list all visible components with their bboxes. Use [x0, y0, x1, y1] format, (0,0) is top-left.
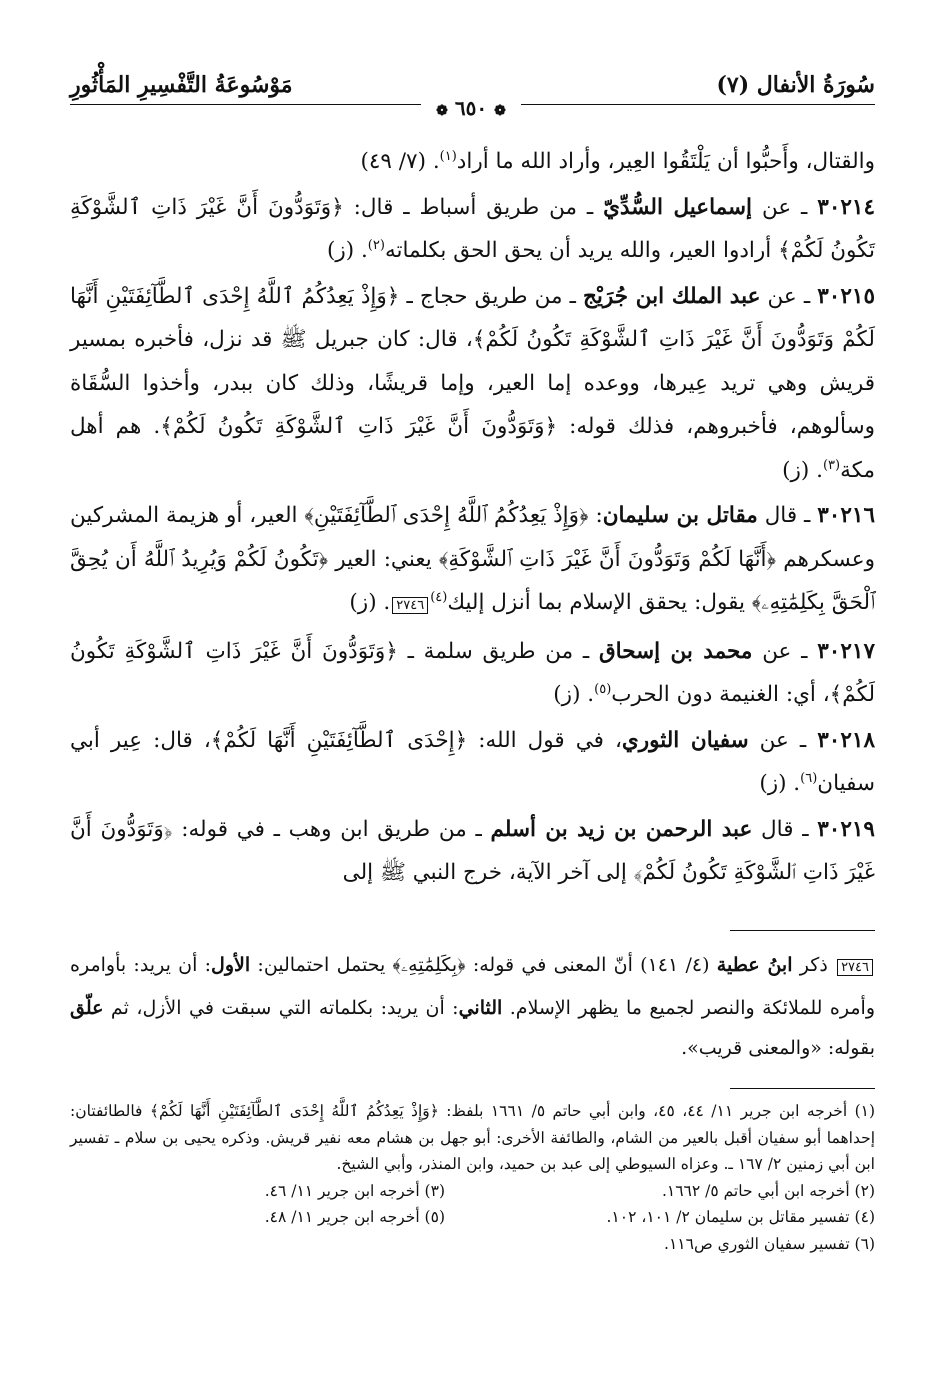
- commentary-ref-box[interactable]: ٢٧٤٦: [392, 597, 428, 614]
- paragraph: ٣٠٢١٨ ـ عن سفيان الثوري، في قول الله: ﴿إِحْدَى ٱلطَّآئِفَتَيْنِ أَنَّهَا لَكُمْ﴾، قال: عِير أبي سفيان$^{(٦)}$. (ز): [70, 727, 875, 796]
- footnote-6: (٦) تفسير سفيان الثوري ص١١٦.: [664, 1234, 875, 1253]
- footnote-5: (٥) أخرجه ابن جرير ١١/ ٤٨.: [264, 1208, 445, 1226]
- footnote-rule: [730, 1088, 875, 1089]
- commentary-rule: [730, 930, 875, 931]
- footnote-row: [70, 1178, 875, 1205]
- commentary-note: ٢٧٤٦ ذكر ابنُ عطية (٤/ ١٤١) أنّ المعنى في قوله: ﴿بِكَلِمَٰتِهِۦ﴾ يحتمل احتمالين: الأول: أن يريد: بأوامره وأمره للملائكة والنصر لجميع ما يظهر الإسلام. الثاني: أن يريد: بكلماته التي سبقت في الأزل، ثم علّق بقوله: «والمعنى قريب».: [70, 954, 875, 1059]
- main-text: [70, 140, 875, 897]
- paragraph: ٣٠٢١٩ ـ قال عبد الرحمن بن زيد بن أسلم ـ من طريق ابن وهب ـ في قوله: ﴿وَتَوَدُّونَ أَنَّ غَيْرَ ذَاتِ ٱلشَّوْكَةِ تَكُونُ لَكُمْ﴾ إلى آخر الآية، خرج النبي ﷺ إلى: [70, 816, 875, 885]
- entry-number: ٣٠٢١٤: [817, 194, 876, 220]
- entry-number: ٣٠٢١٧: [817, 638, 875, 664]
- footnote-2: (٢) أخرجه ابن أبي حاتم ٥/ ١٦٦٢.: [661, 1181, 875, 1200]
- footnote-ref[interactable]: (٥): [594, 681, 612, 697]
- surah-title: سُورَةُ الأنفال (٧): [716, 72, 875, 98]
- footnotes: [70, 1098, 875, 1257]
- ornament-icon: ❁: [494, 103, 506, 119]
- narrator-name: عبد الرحمن بن زيد بن أسلم: [490, 816, 753, 842]
- commentary-number-box: ٢٧٤٦: [837, 959, 873, 976]
- footnote-4: (٤) تفسير مقاتل بن سليمان ٢/ ١٠١، ١٠٢.: [606, 1208, 875, 1226]
- paragraph: ٣٠٢١٧ ـ عن محمد بن إسحاق ـ من طريق سلمة ـ ﴿وَتَوَدُّونَ أَنَّ غَيْرَ ذَاتِ ٱلشَّوْكَةِ تَكُونُ لَكُمْ﴾، أي: الغنيمة دون الحرب$^{(٥)}$. (ز): [70, 638, 875, 707]
- entry-number: ٣٠٢١٥: [817, 283, 875, 309]
- narrator-name: محمد بن إسحاق: [598, 638, 753, 664]
- footnote-3: (٣) أخرجه ابن جرير ١١/ ٤٦.: [264, 1181, 445, 1200]
- commentary-author: ابنُ عطية: [716, 954, 793, 976]
- footnote-ref[interactable]: (٣): [822, 457, 841, 473]
- entry-number: ٣٠٢١٩: [817, 816, 875, 842]
- entry-number: ٣٠٢١٨: [817, 727, 875, 753]
- footnote-ref[interactable]: (١): [439, 148, 457, 164]
- page-number: [421, 96, 521, 120]
- paragraph: ٣٠٢١٦ ـ قال مقاتل بن سليمان: ﴿وَإِذْ يَعِدُكُمُ ٱللَّهُ إِحْدَى ٱلطَّآئِفَتَيْنِ﴾ العير، أو هزيمة المشركين وعسكرهم ﴿أَنَّهَا لَكُمْ وَتَوَدُّونَ أَنَّ غَيْرَ ذَاتِ ٱلشَّوْكَةِ﴾ يعني: العير ﴿تَكُونُ لَكُمْ وَيُرِيدُ ٱللَّهُ أَن يُحِقَّ ٱلْحَقَّ بِكَلِمَٰتِهِۦ﴾ يقول: يحقق الإسلام بما أنزل إليك$^{(٤)}$٢٧٤٦. (ز): [70, 503, 875, 615]
- page-number-text: ٦٥٠: [454, 96, 488, 120]
- footnote-ref[interactable]: (٤): [430, 589, 448, 605]
- footnote-row: [70, 1231, 875, 1258]
- footnote-ref[interactable]: (٢): [367, 237, 385, 253]
- narrator-name: مقاتل بن سليمان: [602, 503, 758, 528]
- paragraph: والقتال، وأَحبُّوا أن يَلْتَقُوا العِير، وأراد الله ما أراد$^{(١)}$. (٧/ ٤٩): [360, 148, 875, 174]
- narrator-name: إسماعيل السُّدِّيّ: [603, 194, 753, 220]
- entry-number: ٣٠٢١٦: [817, 503, 875, 528]
- narrator-name: سفيان الثوري: [621, 727, 749, 753]
- book-title: مَوْسُوعَةُ التَّفْسِيرِ المَأْثُورِ: [70, 72, 293, 98]
- paragraph: ٣٠٢١٥ ـ عن عبد الملك ابن جُرَيْج ـ من طريق حجاج ـ ﴿وَإِذْ يَعِدُكُمُ ٱللَّهُ إِحْدَى ٱلطَّآئِفَتَيْنِ أَنَّهَا لَكُمْ وَتَوَدُّونَ أَنَّ غَيْرَ ذَاتِ ٱلشَّوْكَةِ تَكُونُ لَكُمْ﴾، قال: كان جبريل ﷺ قد نزل، فأخبره بمسير قريش وهي تريد عِيرها، ووعده إما العير، وإما قريشًا، وذلك كان ببدر، وأخذوا السُّقَاة وسألوهم، فأخبروهم، فذلك قوله: ﴿وَتَوَدُّونَ أَنَّ غَيْرَ ذَاتِ ٱلشَّوْكَةِ تَكُونُ لَكُمْ﴾. هم أهل مكة$^{(٣)}$. (ز): [70, 283, 875, 483]
- ornament-icon: ❁: [436, 103, 448, 119]
- narrator-name: عبد الملك ابن جُرَيْج: [583, 283, 761, 309]
- footnote-ref[interactable]: (٦): [800, 770, 818, 786]
- footnote-1: (١) أخرجه ابن جرير ١١/ ٤٤، ٤٥، وابن أبي حاتم ٥/ ١٦٦١ بلفظ: ﴿وَإِذْ يَعِدُكُمُ ٱللَّهُ إِحْدَى ٱلطَّآئِفَتَيْنِ أَنَّهَا لَكُمْ﴾ فالطائفتان: إحداهما أبو سفيان أقبل بالعير من الشام، والطائفة الأخرى: أبو جهل بن هشام معه نفير قريش. وذكره يحيى بن سلام ـ تفسير ابن أبي زمنين ٢/ ١٦٧ ـ. وعزاه السيوطي إلى عبد بن حميد، وابن المنذر، وأبي الشيخ.: [70, 1102, 876, 1173]
- paragraph: ٣٠٢١٤ ـ عن إسماعيل السُّدِّيّ ـ من طريق أسباط ـ قال: ﴿وَتَوَدُّونَ أَنَّ غَيْرَ ذَاتِ ٱلشَّوْكَةِ تَكُونُ لَكُمْ﴾ أرادوا العير، والله يريد أن يحق الحق بكلماته$^{(٢)}$. (ز): [70, 194, 876, 263]
- footnote-row: [70, 1204, 875, 1231]
